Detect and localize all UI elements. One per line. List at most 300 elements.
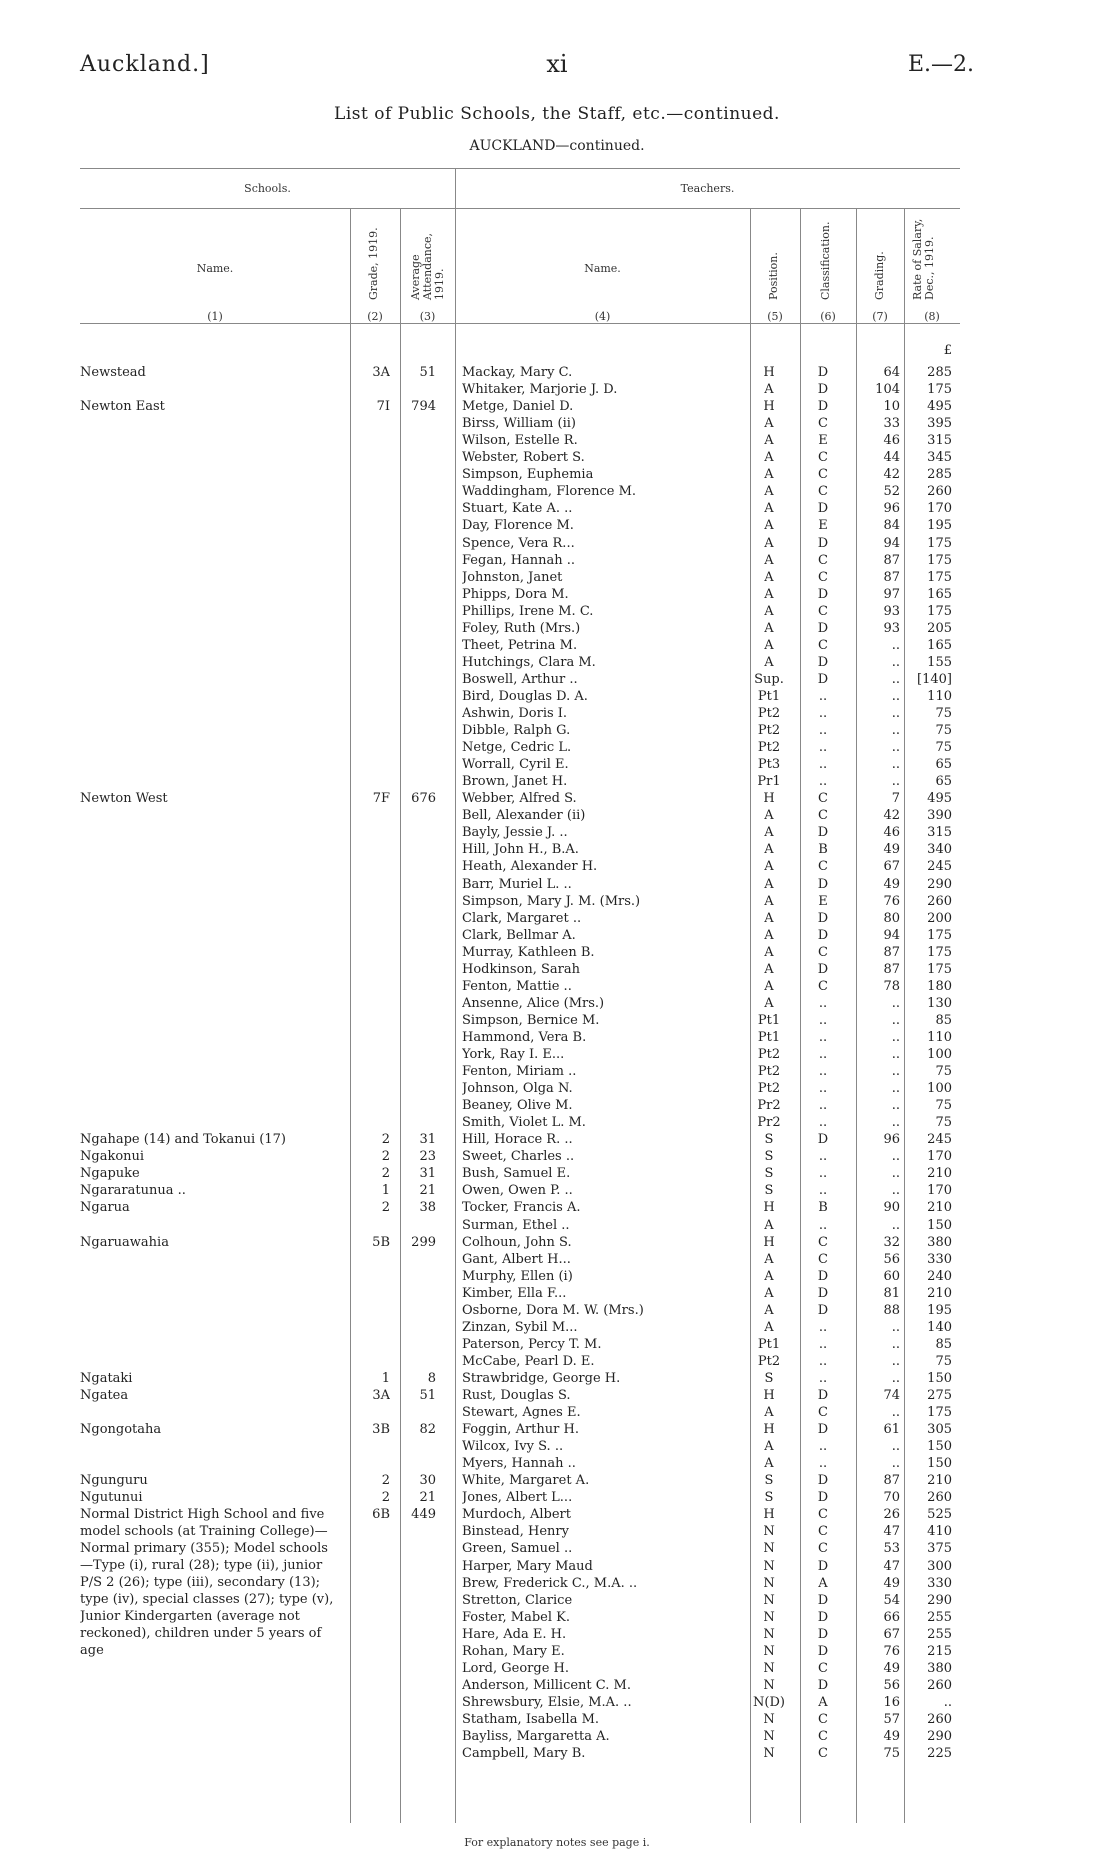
salary-value: 260 bbox=[927, 893, 952, 909]
classification-value: D bbox=[817, 1626, 829, 1642]
grading-value: 57 bbox=[883, 1711, 900, 1727]
teacher-name: Webster, Robert S. bbox=[462, 450, 585, 466]
teacher-name: Whitaker, Marjorie J. D. bbox=[462, 382, 618, 398]
salary-value: 165 bbox=[927, 637, 952, 653]
grading-value: .. bbox=[891, 654, 900, 670]
grade-value: 2 bbox=[381, 1490, 390, 1506]
classification-value: B bbox=[818, 1200, 828, 1216]
grading-value: 87 bbox=[883, 961, 900, 977]
classification-value: D bbox=[817, 961, 829, 977]
teacher-name: Ashwin, Doris I. bbox=[462, 706, 568, 721]
salary-value: 340 bbox=[927, 842, 952, 858]
teacher-name: Stuart, Kate A. .. bbox=[462, 501, 573, 517]
classification-value: D bbox=[817, 1558, 829, 1574]
salary-value: 410 bbox=[927, 1524, 952, 1540]
salary-value: 75 bbox=[935, 1115, 952, 1131]
grading-value: 87 bbox=[883, 1473, 900, 1489]
classification-value: C bbox=[818, 637, 828, 653]
classification-value: D bbox=[817, 1388, 829, 1403]
col-num-1: (1) bbox=[207, 310, 223, 323]
salary-value: 285 bbox=[927, 365, 952, 380]
classification-value: D bbox=[817, 1643, 829, 1659]
school-name: Ngataki bbox=[80, 1370, 133, 1386]
position-value: A bbox=[764, 603, 774, 619]
salary-value: 75 bbox=[935, 723, 952, 739]
salary-value: 255 bbox=[927, 1609, 952, 1625]
classification-value: D bbox=[817, 825, 829, 841]
position-value: H bbox=[763, 791, 775, 807]
salary-value: 175 bbox=[927, 1405, 952, 1421]
position-value: Pt2 bbox=[757, 1047, 781, 1062]
position-value: A bbox=[764, 1319, 774, 1335]
grading-value: 49 bbox=[883, 876, 900, 892]
salary-value: 210 bbox=[927, 1166, 952, 1182]
teacher-name: Bayly, Jessie J. .. bbox=[462, 825, 568, 841]
teacher-name: Kimber, Ella F... bbox=[462, 1285, 567, 1301]
grading-value: 44 bbox=[883, 450, 900, 466]
classification-value: D bbox=[817, 876, 829, 892]
classification-value: .. bbox=[818, 1166, 828, 1182]
teacher-name: Dibble, Ralph G. bbox=[462, 723, 571, 739]
position-value: A bbox=[764, 484, 774, 500]
salary-value: 150 bbox=[927, 1370, 952, 1386]
grading-value: 97 bbox=[883, 586, 900, 602]
salary-value: 305 bbox=[927, 1422, 952, 1438]
position-value: A bbox=[764, 1268, 774, 1284]
position-value: Pt1 bbox=[757, 1029, 781, 1045]
classification-value: .. bbox=[818, 706, 828, 721]
position-value: A bbox=[764, 995, 774, 1011]
grading-value: 67 bbox=[883, 1626, 900, 1642]
classification-value: C bbox=[818, 569, 828, 585]
teacher-name: Hammond, Vera B. bbox=[462, 1029, 587, 1045]
classification-value: .. bbox=[818, 1115, 828, 1131]
teacher-name: Murdoch, Albert bbox=[462, 1507, 571, 1523]
salary-value: 110 bbox=[927, 688, 952, 704]
teacher-name: Bayliss, Margaretta A. bbox=[462, 1729, 610, 1744]
grading-value: 60 bbox=[883, 1268, 900, 1284]
teacher-name: Zinzan, Sybil M... bbox=[462, 1319, 578, 1335]
teacher-name: Murphy, Ellen (i) bbox=[462, 1268, 573, 1284]
classification-value: C bbox=[818, 944, 828, 960]
classification-value: .. bbox=[818, 740, 828, 756]
grading-value: 93 bbox=[883, 620, 900, 636]
position-value: H bbox=[763, 1388, 775, 1403]
classification-value: C bbox=[818, 1507, 828, 1523]
grading-value: 16 bbox=[883, 1694, 900, 1710]
position-value: Pt2 bbox=[757, 706, 781, 721]
col-rule-teacher bbox=[455, 208, 456, 1823]
salary-value: 175 bbox=[927, 535, 952, 551]
position-value: A bbox=[764, 569, 774, 585]
salary-value: 245 bbox=[927, 1132, 952, 1148]
grading-value: .. bbox=[891, 1166, 900, 1182]
column-number-rule bbox=[80, 323, 960, 324]
salary-value: 275 bbox=[927, 1388, 952, 1403]
teacher-name: Tocker, Francis A. bbox=[462, 1200, 581, 1216]
salary-value: 75 bbox=[935, 1064, 952, 1080]
grading-value: 96 bbox=[883, 501, 900, 517]
teacher-name: Barr, Muriel L. .. bbox=[462, 876, 572, 892]
teacher-name: Rohan, Mary E. bbox=[462, 1643, 565, 1659]
position-value: Sup. bbox=[754, 671, 784, 687]
classification-value: E bbox=[818, 433, 828, 449]
salary-value: 245 bbox=[927, 859, 952, 875]
grade-value: 7I bbox=[376, 399, 390, 415]
salary-value: 75 bbox=[935, 1353, 952, 1369]
grade-value: 3A bbox=[372, 1388, 390, 1403]
position-value: Pt2 bbox=[757, 1064, 781, 1080]
salary-value: 495 bbox=[927, 791, 952, 807]
teacher-name: Hutchings, Clara M. bbox=[462, 654, 596, 670]
teacher-name: Paterson, Percy T. M. bbox=[462, 1336, 602, 1352]
grade-value: 3B bbox=[372, 1422, 390, 1438]
salary-header: Rate of Salary, Dec., 1919. bbox=[911, 218, 936, 300]
teacher-name: Webber, Alfred S. bbox=[462, 791, 577, 807]
school-name: Ngahape (14) and Tokanui (17) bbox=[80, 1132, 286, 1148]
position-value: Pt2 bbox=[757, 740, 781, 756]
classification-value: .. bbox=[818, 1098, 828, 1114]
classification-value: D bbox=[817, 1473, 829, 1489]
salary-value: 175 bbox=[927, 569, 952, 585]
grading-value: .. bbox=[891, 1098, 900, 1114]
salary-value: 170 bbox=[927, 1149, 952, 1165]
classification-value: D bbox=[817, 1285, 829, 1301]
col-num-4: (4) bbox=[594, 310, 611, 323]
salary-value: 290 bbox=[927, 1729, 952, 1744]
classification-value: .. bbox=[818, 688, 828, 704]
grading-value: 104 bbox=[875, 382, 900, 398]
grading-value: 54 bbox=[883, 1592, 900, 1608]
teacher-name: Simpson, Bernice M. bbox=[462, 1012, 600, 1028]
teacher-name: Theet, Petrina M. bbox=[462, 637, 578, 653]
grading-value: .. bbox=[891, 1353, 900, 1369]
grading-value: .. bbox=[891, 1319, 900, 1335]
salary-value: 150 bbox=[927, 1456, 952, 1472]
grading-value: 49 bbox=[883, 1660, 900, 1676]
position-value: A bbox=[764, 825, 774, 841]
school-name-header: Name. bbox=[196, 262, 234, 275]
attendance-value: 449 bbox=[411, 1507, 436, 1523]
salary-value: 100 bbox=[927, 1081, 952, 1097]
salary-value: .. bbox=[943, 1694, 952, 1710]
classification-value: D bbox=[817, 1592, 829, 1608]
grading-value: .. bbox=[891, 1029, 900, 1045]
position-value: A bbox=[764, 808, 774, 824]
position-value: A bbox=[764, 654, 774, 670]
col-rule-grade bbox=[350, 208, 351, 1823]
salary-value: 155 bbox=[927, 654, 952, 670]
attendance-value: 299 bbox=[411, 1234, 436, 1250]
teacher-name: Lord, George H. bbox=[462, 1660, 569, 1676]
group-header-rule bbox=[80, 208, 960, 209]
teacher-name: Bush, Samuel E. bbox=[462, 1166, 571, 1182]
teacher-name: McCabe, Pearl D. E. bbox=[462, 1353, 595, 1369]
grading-value: .. bbox=[891, 671, 900, 687]
salary-value: 175 bbox=[927, 382, 952, 398]
teacher-name: Green, Samuel .. bbox=[462, 1541, 573, 1557]
school-name: Newton East bbox=[80, 399, 165, 415]
classification-value: C bbox=[818, 552, 828, 568]
classification-value: .. bbox=[818, 1217, 828, 1233]
running-header-right: E.—2. bbox=[907, 52, 974, 77]
teacher-name: Bell, Alexander (ii) bbox=[462, 808, 586, 824]
attendance-value: 8 bbox=[427, 1370, 436, 1386]
footnote: For explanatory notes see page i. bbox=[464, 1836, 650, 1849]
salary-value: 240 bbox=[927, 1268, 952, 1284]
position-value: A bbox=[764, 842, 774, 858]
position-value: Pt1 bbox=[757, 1336, 781, 1352]
teacher-name: Fenton, Miriam .. bbox=[462, 1064, 577, 1080]
grading-value: 46 bbox=[883, 433, 900, 449]
teacher-name: Hill, Horace R. .. bbox=[462, 1132, 573, 1148]
position-value: A bbox=[764, 467, 774, 483]
salary-value: 150 bbox=[927, 1217, 952, 1233]
position-value: Pr1 bbox=[757, 774, 781, 790]
position-value: A bbox=[764, 944, 774, 960]
classification-value: C bbox=[818, 1541, 828, 1557]
position-value: H bbox=[763, 1507, 775, 1523]
teacher-name: White, Margaret A. bbox=[462, 1473, 590, 1489]
teacher-name: Mackay, Mary C. bbox=[462, 365, 573, 380]
teacher-name: Birss, William (ii) bbox=[462, 416, 576, 432]
salary-value: 165 bbox=[927, 586, 952, 602]
teachers-group-header: Teachers. bbox=[680, 182, 735, 195]
grading-value: 87 bbox=[883, 569, 900, 585]
position-value: Pt1 bbox=[757, 1012, 781, 1028]
classification-value: C bbox=[818, 450, 828, 466]
teacher-name: Myers, Hannah .. bbox=[462, 1456, 576, 1472]
salary-value: 170 bbox=[927, 501, 952, 517]
salary-value: 210 bbox=[927, 1200, 952, 1216]
attendance-header: Average Attendance, 1919. bbox=[409, 232, 446, 300]
attendance-value: 21 bbox=[419, 1490, 436, 1506]
classification-value: .. bbox=[818, 1081, 828, 1097]
salary-value: 525 bbox=[927, 1507, 952, 1523]
salary-value: 175 bbox=[927, 603, 952, 619]
grading-value: .. bbox=[891, 706, 900, 721]
salary-value: 315 bbox=[927, 825, 952, 841]
currency-symbol: £ bbox=[943, 343, 952, 358]
classification-value: B bbox=[818, 842, 828, 858]
grading-value: 80 bbox=[883, 910, 900, 926]
grading-value: .. bbox=[891, 688, 900, 704]
salary-value: 100 bbox=[927, 1047, 952, 1062]
salary-value: [140] bbox=[917, 671, 952, 687]
grading-value: 87 bbox=[883, 944, 900, 960]
position-value: Pt2 bbox=[757, 1353, 781, 1369]
position-value: H bbox=[763, 1234, 775, 1250]
position-value: N bbox=[763, 1746, 775, 1762]
classification-value: .. bbox=[818, 1319, 828, 1335]
teacher-name-header: Name. bbox=[584, 262, 621, 275]
grading-value: .. bbox=[891, 637, 900, 653]
col-num-6: (6) bbox=[820, 310, 836, 323]
grade-value: 2 bbox=[381, 1473, 390, 1489]
salary-value: 170 bbox=[927, 1183, 952, 1199]
position-value: N bbox=[763, 1677, 775, 1693]
salary-value: 260 bbox=[927, 1677, 952, 1693]
grading-value: 42 bbox=[883, 808, 900, 824]
salary-value: 195 bbox=[927, 518, 952, 534]
position-value: A bbox=[764, 893, 774, 909]
classification-value: C bbox=[818, 603, 828, 619]
classification-value: .. bbox=[818, 1456, 828, 1472]
grading-value: .. bbox=[891, 757, 900, 773]
salary-value: 390 bbox=[927, 808, 952, 824]
grade-value: 1 bbox=[381, 1370, 390, 1386]
position-value: S bbox=[764, 1149, 774, 1165]
teacher-name: Clark, Margaret .. bbox=[462, 910, 582, 926]
position-value: A bbox=[764, 1302, 774, 1318]
teacher-name: Bird, Douglas D. A. bbox=[462, 688, 588, 704]
classification-value: D bbox=[817, 620, 829, 636]
col-rule-grd bbox=[856, 208, 857, 1823]
position-value: S bbox=[764, 1490, 774, 1506]
school-name: Normal District High School and five model schools (at Training College)—Normal primary (355); Model schools—Type (i), rural (28); type (ii), junior P/S 2 (26); type (iii), secondary (13); type (iv), special classes (27); type (v), Junior Kindergarten (average not reckoned), children under 5 years of age bbox=[80, 1507, 334, 1659]
classification-value: C bbox=[818, 1234, 828, 1250]
position-value: A bbox=[764, 1217, 774, 1233]
school-name: Newstead bbox=[80, 365, 146, 380]
grading-value: 88 bbox=[883, 1302, 900, 1318]
salary-value: 380 bbox=[927, 1660, 952, 1676]
grading-value: .. bbox=[891, 995, 900, 1011]
teacher-name: Johnson, Olga N. bbox=[462, 1081, 573, 1097]
teacher-name: Jones, Albert L... bbox=[462, 1490, 573, 1506]
position-value: A bbox=[764, 1251, 774, 1267]
position-value: N bbox=[763, 1541, 775, 1557]
salary-value: 260 bbox=[927, 1490, 952, 1506]
page-title: List of Public Schools, the Staff, etc.—continued. bbox=[334, 104, 780, 124]
salary-value: 495 bbox=[927, 399, 952, 415]
position-value: N bbox=[763, 1558, 775, 1574]
grading-value: 66 bbox=[883, 1609, 900, 1625]
salary-value: 380 bbox=[927, 1234, 952, 1250]
position-value: A bbox=[764, 1456, 774, 1472]
classification-value: .. bbox=[818, 757, 828, 773]
grading-value: 94 bbox=[883, 927, 900, 943]
teacher-name: Anderson, Millicent C. M. bbox=[462, 1677, 631, 1693]
position-value: A bbox=[764, 620, 774, 636]
grading-value: 49 bbox=[883, 1575, 900, 1591]
classification-value: .. bbox=[818, 723, 828, 739]
position-value: S bbox=[764, 1166, 774, 1182]
salary-value: 175 bbox=[927, 927, 952, 943]
teacher-name: Brown, Janet H. bbox=[462, 774, 568, 790]
grading-value: 42 bbox=[883, 467, 900, 483]
classification-value: C bbox=[818, 467, 828, 483]
attendance-value: 51 bbox=[419, 1388, 436, 1403]
salary-value: 210 bbox=[927, 1473, 952, 1489]
teacher-name: Colhoun, John S. bbox=[462, 1234, 572, 1250]
grade-value: 2 bbox=[381, 1149, 390, 1165]
teacher-name: Hare, Ada E. H. bbox=[462, 1626, 567, 1642]
grading-value: 90 bbox=[883, 1200, 900, 1216]
school-name: Ngapuke bbox=[80, 1166, 140, 1182]
teacher-name: Phipps, Dora M. bbox=[462, 586, 569, 602]
salary-value: 200 bbox=[927, 910, 952, 926]
salary-value: 290 bbox=[927, 1592, 952, 1608]
classification-value: .. bbox=[818, 1012, 828, 1028]
position-value: N bbox=[763, 1711, 775, 1727]
grade-value: 7F bbox=[372, 791, 390, 807]
school-name: Ngongotaha bbox=[80, 1422, 162, 1438]
schools-group-header: Schools. bbox=[244, 182, 291, 195]
teacher-name: Binstead, Henry bbox=[462, 1524, 569, 1540]
grading-value: .. bbox=[891, 1405, 900, 1421]
classification-value: D bbox=[817, 1422, 829, 1438]
classification-value: C bbox=[818, 484, 828, 500]
teacher-name: Rust, Douglas S. bbox=[462, 1388, 571, 1403]
grading-value: .. bbox=[891, 740, 900, 756]
position-value: A bbox=[764, 927, 774, 943]
salary-value: 75 bbox=[935, 706, 952, 721]
teacher-name: Stewart, Agnes E. bbox=[462, 1405, 581, 1421]
grade-value: 2 bbox=[381, 1132, 390, 1148]
classification-value: .. bbox=[818, 1064, 828, 1080]
position-value: A bbox=[764, 382, 774, 398]
teacher-name: Foley, Ruth (Mrs.) bbox=[462, 620, 581, 636]
position-value: A bbox=[764, 450, 774, 466]
col-rule-att bbox=[400, 208, 401, 1823]
salary-value: 315 bbox=[927, 433, 952, 449]
grading-value: 75 bbox=[883, 1746, 900, 1762]
grading-value: 96 bbox=[883, 1132, 900, 1148]
grading-value: .. bbox=[891, 1149, 900, 1165]
position-value: A bbox=[764, 586, 774, 602]
salary-value: 215 bbox=[927, 1643, 952, 1659]
col-num-7: (7) bbox=[872, 310, 888, 323]
grading-value: 26 bbox=[883, 1507, 900, 1523]
grade-value: 3A bbox=[372, 365, 390, 380]
salary-value: 85 bbox=[935, 1336, 952, 1352]
classification-value: D bbox=[817, 671, 829, 687]
grading-value: 47 bbox=[883, 1558, 900, 1574]
col-num-8: (8) bbox=[924, 310, 940, 323]
grading-value: 32 bbox=[883, 1234, 900, 1250]
grading-value: .. bbox=[891, 1370, 900, 1386]
classification-value: C bbox=[818, 1405, 828, 1421]
salary-value: 140 bbox=[927, 1319, 952, 1335]
grading-value: .. bbox=[891, 1439, 900, 1455]
teacher-name: Fegan, Hannah .. bbox=[462, 552, 576, 568]
grading-value: .. bbox=[891, 1012, 900, 1028]
classification-value: C bbox=[818, 416, 828, 432]
grading-value: 7 bbox=[891, 791, 900, 807]
attendance-value: 676 bbox=[411, 791, 436, 807]
attendance-value: 30 bbox=[419, 1473, 436, 1489]
teacher-name: Sweet, Charles .. bbox=[462, 1149, 575, 1165]
classification-value: C bbox=[818, 791, 828, 807]
grading-value: 46 bbox=[883, 825, 900, 841]
classification-value: .. bbox=[818, 774, 828, 790]
classification-value: .. bbox=[818, 1149, 828, 1165]
attendance-value: 23 bbox=[419, 1149, 436, 1165]
teacher-name: Clark, Bellmar A. bbox=[462, 927, 576, 943]
teacher-name: Shrewsbury, Elsie, M.A. .. bbox=[462, 1694, 632, 1710]
classification-value: .. bbox=[818, 1047, 828, 1062]
teacher-name: Simpson, Euphemia bbox=[462, 467, 594, 483]
attendance-value: 31 bbox=[419, 1166, 436, 1182]
position-value: Pt2 bbox=[757, 723, 781, 739]
teacher-name: York, Ray I. E... bbox=[462, 1047, 565, 1062]
running-header-left: Auckland.] bbox=[80, 52, 210, 77]
salary-value: 85 bbox=[935, 1012, 952, 1028]
teacher-name: Hodkinson, Sarah bbox=[462, 961, 581, 977]
grade-header: Grade, 1919. bbox=[367, 227, 380, 300]
school-name: Ngunguru bbox=[80, 1473, 148, 1489]
grading-value: 67 bbox=[883, 859, 900, 875]
